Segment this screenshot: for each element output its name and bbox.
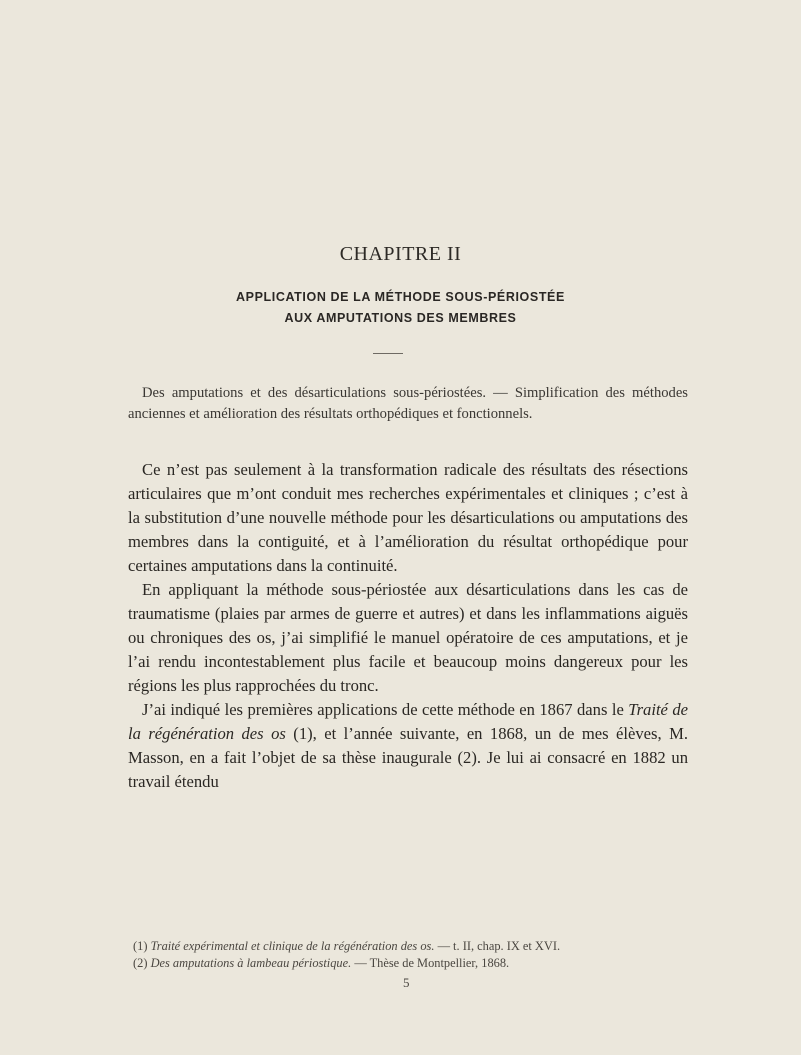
footnote-1-title: Traité expérimental et clinique de la régénération des os.	[150, 939, 435, 953]
page-number: 5	[403, 975, 410, 990]
section-title-line-1: APPLICATION DE LA MÉTHODE SOUS-PÉRIOSTÉE	[236, 290, 565, 304]
separator-rule	[373, 353, 403, 354]
footnote-1	[128, 938, 688, 955]
section-title-line-2: AUX AMPUTATIONS DES MEMBRES	[284, 311, 517, 325]
summary-text: Des amputations et des désarticulations sous-périostées. — Simplification des méthodes anciennes et amélioration des résultats orthopédiques et fonctionnels.	[128, 385, 688, 422]
footnote-2-marker: (2)	[133, 956, 148, 970]
paragraph-3-start: J’ai indiqué les premières applications de cette méthode en 1867 dans le	[142, 700, 629, 719]
body-text	[128, 458, 688, 794]
footnote-2-rest: — Thèse de Montpellier, 1868.	[351, 956, 510, 970]
footnote-1-marker: (1)	[133, 939, 148, 953]
chapter-title: CHAPITRE II	[339, 243, 462, 265]
paragraph-2: En appliquant la méthode sous-périostée aux désarticulations dans les cas de traumatisme (plaies par armes de guerre et autres) et dans les inflammations aiguës ou chroniques des os, j’ai simplifié le manuel opératoire de ces amputations, et je l’ai rendu incontestablement plus facile et beaucoup moins dangereux pour les régions les plus rapprochées du tronc.	[128, 580, 688, 695]
footnote-2	[128, 955, 688, 972]
treatise-title: Traité de la régénération des os	[128, 700, 689, 743]
footnote-2-title: Des amputations à lambeau périostique.	[150, 956, 352, 970]
footnote-1-rest: — t. II, chap. IX et XVI.	[434, 939, 561, 953]
footnotes	[128, 938, 688, 972]
chapter-summary	[128, 383, 688, 425]
paragraph-3-end: (1), et l’année suivante, en 1868, un de mes élèves, M. Masson, en a fait l’objet de sa thèse inaugurale (2). Je lui ai consacré en 1882 un travail étendu	[128, 724, 688, 791]
paragraph-3	[128, 698, 688, 794]
paragraph-1: Ce n’est pas seulement à la transformation radicale des résultats des résections articulaires que m’ont conduit mes recherches expérimentales et cliniques ; c’est à la substitution d’une nouvelle méthode pour les désarticulations ou amputations des membres dans la contiguité, et à l’amélioration du résultat orthopédique pour certaines amputations dans la continuité.	[128, 460, 688, 575]
